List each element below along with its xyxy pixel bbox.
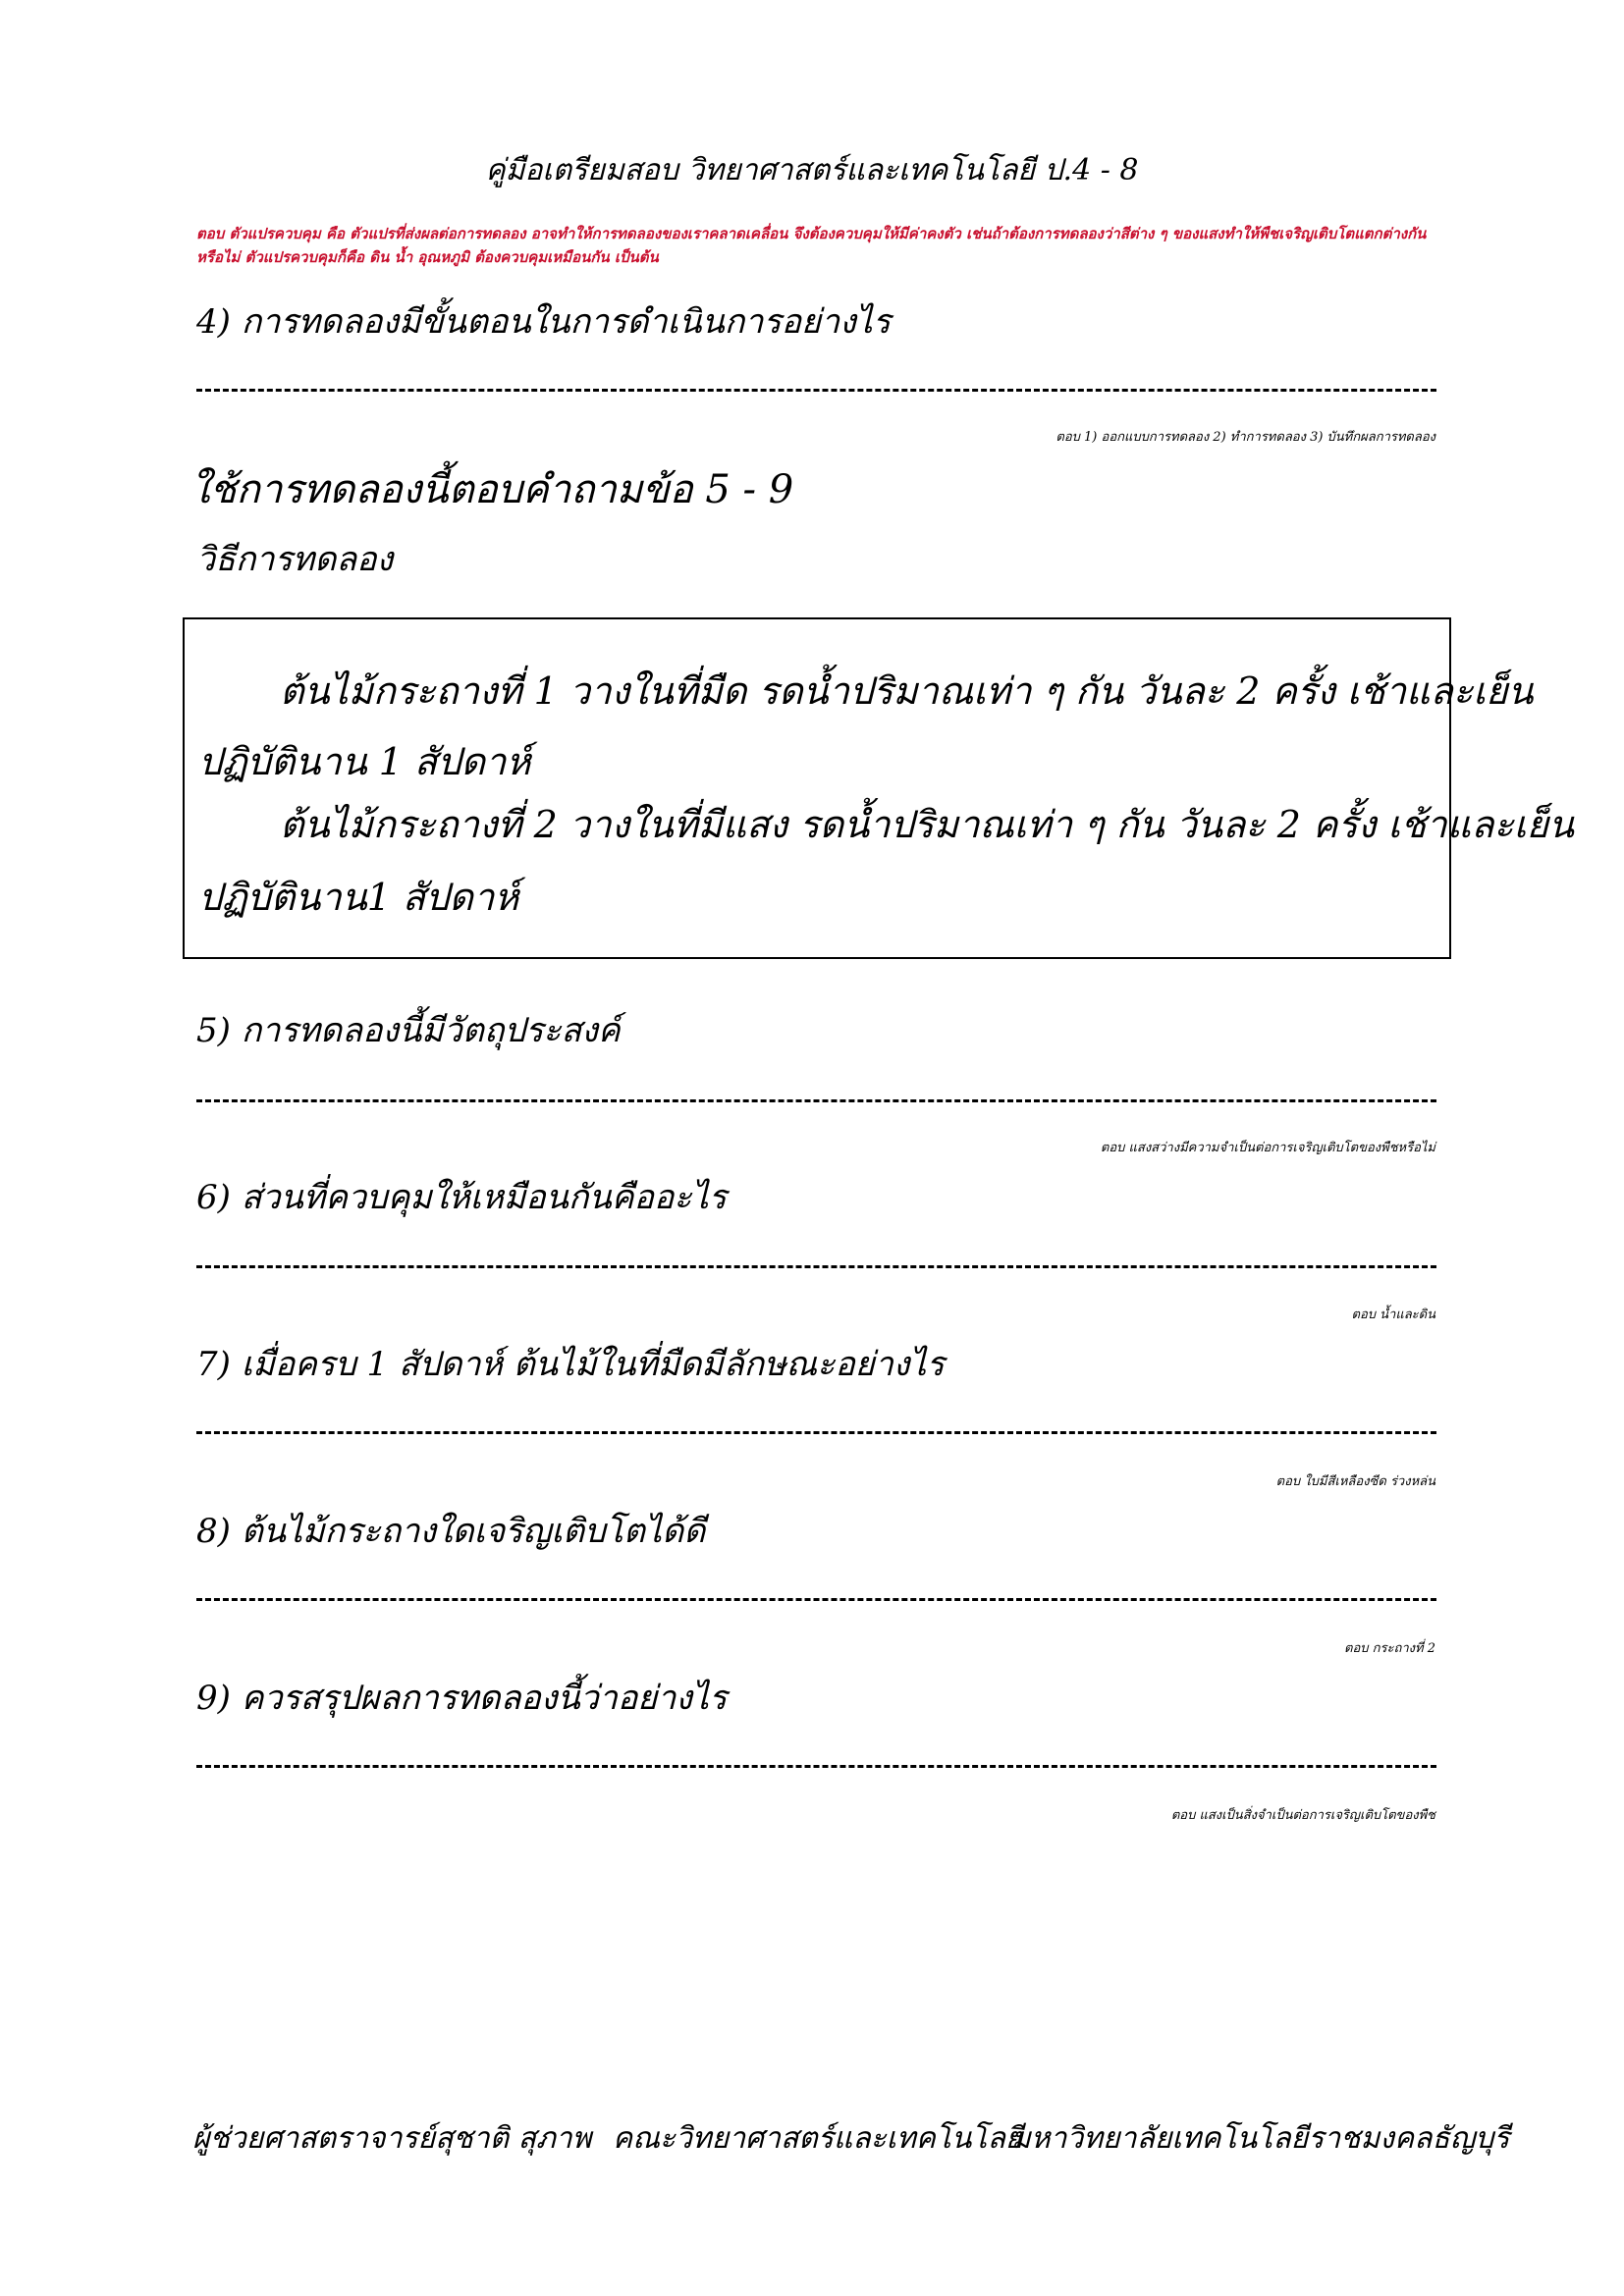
answer-8: ตอบ กระถางที่ 2: [1344, 1641, 1435, 1656]
answer-line-7: [196, 1431, 1436, 1434]
answer-4: ตอบ 1) ออกแบบการทดลอง 2) ทำการทดลอง 3) บันทึกผลการทดลอง: [1056, 430, 1435, 445]
footer-university: มหาวิทยาลัยเทคโนโลยีราชมงคลธัญบุรี: [1011, 2121, 1510, 2156]
answer-6: ตอบ น้ำและดิน: [1351, 1308, 1435, 1322]
footer-author: ผู้ช่วยศาสตราจารย์สุชาติ สุภาพ: [192, 2121, 592, 2156]
question-6: 6) ส่วนที่ควบคุมให้เหมือนกันคืออะไร: [196, 1178, 727, 1217]
experiment-box: [183, 617, 1575, 959]
method-label: วิธีการทดลอง: [196, 540, 394, 579]
experiment-line-2: ปฏิบัตินาน 1 สัปดาห์: [198, 740, 531, 783]
answer-line-9: [196, 1765, 1436, 1768]
question-9: 9) ควรสรุปผลการทดลองนี้ว่าอย่างไร: [196, 1679, 728, 1718]
experiment-line-4: ปฏิบัตินาน1 สัปดาห์: [198, 876, 519, 919]
answer-line-4: [196, 389, 1436, 392]
section-instruction: ใช้การทดลองนี้ตอบคำถามข้อ 5 - 9: [190, 467, 794, 512]
page-header: คู่มือเตรียมสอบ วิทยาศาสตร์และเทคโนโลยี ป.4 - 8: [485, 153, 1139, 187]
answer-line-8: [196, 1598, 1436, 1601]
question-4: 4) การทดลองมีขั้นตอนในการดำเนินการอย่างไร: [196, 302, 892, 342]
question-7: 7) เมื่อครบ 1 สัปดาห์ ต้นไม้ในที่มืดมีลักษณะอย่างไร: [196, 1345, 945, 1384]
experiment-line-1: ต้นไม้กระถางที่ 1 วางในที่มืด รดน้ำปริมาณเท่า ๆ กัน วันละ 2 ครั้ง เช้าและเย็น: [280, 669, 1534, 713]
answer-note-line-1: ตอบ ตัวแปรควบคุม คือ ตัวแปรที่ส่งผลต่อการทดลอง อาจทำให้การทดลองของเราคลาดเคลื่อน จึงต้องควบคุมให้มีค่าคงตัว เช่นถ้าต้องการทดลองว่าสีต่าง ๆ ของแสงทำให้พืชเจริญเติบโตแตกต่างกัน: [196, 225, 1427, 242]
answer-line-5: [196, 1099, 1436, 1102]
experiment-line-3: ต้นไม้กระถางที่ 2 วางในที่มีแสง รดน้ำปริมาณเท่า ๆ กัน วันละ 2 ครั้ง เช้าและเย็น: [280, 803, 1575, 846]
answer-note-control-variables: [196, 222, 1434, 269]
answer-line-6: [196, 1265, 1436, 1268]
answer-9: ตอบ แสงเป็นสิ่งจำเป็นต่อการเจริญเติบโตของพืช: [1170, 1808, 1435, 1823]
footer-faculty: คณะวิทยาศาสตร์และเทคโนโลยี: [613, 2121, 1023, 2156]
answer-7: ตอบ ใบมีสีเหลืองซีด ร่วงหล่น: [1275, 1474, 1435, 1489]
question-8: 8) ต้นไม้กระถางใดเจริญเติบโตได้ดี: [196, 1512, 706, 1551]
answer-5: ตอบ แสงสว่างมีความจำเป็นต่อการเจริญเติบโตของพืชหรือไม่: [1100, 1141, 1435, 1155]
question-5: 5) การทดลองนี้มีวัตถุประสงค์: [196, 1011, 621, 1050]
answer-note-line-2: หรือไม่ ตัวแปรควบคุมก็คือ ดิน น้ำ อุณหภูมิ ต้องควบคุมเหมือนกัน เป็นต้น: [196, 248, 659, 266]
